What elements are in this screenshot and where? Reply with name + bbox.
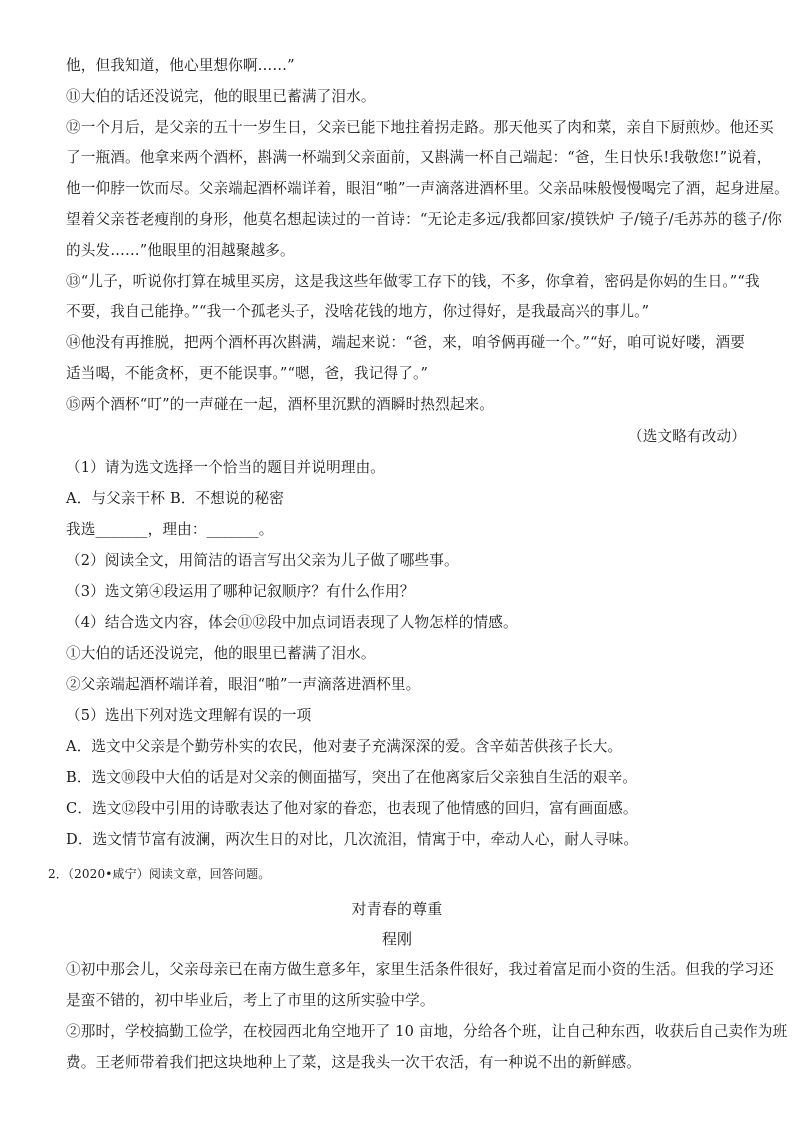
question-5: （5）选出下列对选文理解有误的一项 xyxy=(66,707,312,724)
paragraph-11: ⑪大伯的话还没说完，他的眼里已蓄满了泪水。 xyxy=(66,88,376,105)
paragraph-14-line-1: ⑭他没有再推脱，把两个酒杯再次斟满，端起来说：“爸，来，咱爷俩再碰一个。”“好，咱可说好喽，酒要 xyxy=(66,334,746,351)
question-5-option-a: A．选文中父亲是个勤劳朴实的农民，他对妻子充满深深的爱。含辛茹苦供孩子长大。 xyxy=(66,738,623,755)
question-4-item-1: ①大伯的话还没说完，他的眼里已蓄满了泪水。 xyxy=(66,645,376,662)
question-4: （4）结合选文内容，体会⑪⑫段中加点词语表现了人物怎样的情感。 xyxy=(66,614,518,631)
article-2-para-2-line-1: ②那时，学校搞勤工俭学，在校园西北角空地开了 10 亩地，分给各个班，让自己种东西，收获后自己卖作为班 xyxy=(66,1023,788,1040)
paragraph-12-line-4: 望着父亲苍老瘦削的身形，他莫名想起读过的一首诗：“无论走多远/我都回家/摸铁炉 子/镜子/毛苏苏的毯子/你 xyxy=(66,211,782,228)
question-5-option-b: B．选文⑩段中大伯的话是对父亲的侧面描写，突出了在他离家后父亲独自生活的艰辛。 xyxy=(66,769,638,786)
paragraph-13-line-1: ⑬“儿子，听说你打算在城里买房，这是我这些年做零工存下的钱，不多，你拿着，密码是你妈的生日。”“我 xyxy=(66,273,760,290)
question-3: （3）选文第④段运用了哪种记叙顺序？有什么作用？ xyxy=(66,583,415,600)
paragraph-14-line-2: 适当喝，不能贪杯，更不能误事。”“嗯，爸，我记得了。” xyxy=(66,365,429,382)
question-5-option-d: D．选文情节富有波澜，两次生日的对比，几次流泪，情寓于中，牵动人心，耐人寻味。 xyxy=(66,831,639,848)
article-line: 他，但我知道，他心里想你啊……” xyxy=(66,57,295,74)
article-2-para-2-line-2: 费。王老师带着我们把这块地种上了菜，这是我头一次干农活，有一种说不出的新鲜感。 xyxy=(66,1054,642,1071)
paragraph-12-line-1: ⑫一个月后，是父亲的五十一岁生日，父亲已能下地拄着拐走路。那天他买了肉和菜，亲自下厨煎炒。他还买 xyxy=(66,119,774,136)
paragraph-13-line-2: 不要，我自己能挣。”“我一个孤老头子，没啥花钱的地方，你过得好，是我最高兴的事儿。” xyxy=(66,303,650,320)
paragraph-15: ⑮两个酒杯“叮”的一声碰在一起，酒杯里沉默的酒瞬时热烈起来。 xyxy=(66,396,495,413)
question-2-header: 2．（2020•咸宁）阅读文章，回答问题。 xyxy=(48,867,271,881)
source-note: （选文略有改动） xyxy=(628,428,746,445)
paragraph-12-line-5: 的头发……”他眼里的泪越聚越多。 xyxy=(66,242,295,259)
question-5-option-c: C．选文⑫段中引用的诗歌表达了他对家的眷恋，也表现了他情感的回归，富有画面感。 xyxy=(66,800,638,817)
article-2-para-1-line-2: 是蛮不错的，初中毕业后，考上了市里的这所实验中学。 xyxy=(66,992,435,1009)
paragraph-12-line-2: 了一瓶酒。他拿来两个酒杯，斟满一杯端到父亲面前，又斟满一杯自己端起：“爸，生日快乐!我敬您!”说着， xyxy=(66,149,772,166)
question-4-item-2: ②父亲端起酒杯端详着，眼泪“啪”一声滴落进酒杯里。 xyxy=(66,676,421,693)
article-2-title: 对青春的尊重 xyxy=(351,900,443,918)
question-1: （1）请为选文选择一个恰当的题目并说明理由。 xyxy=(66,459,386,476)
question-1-answer-blank: 我选_______，理由：_______。 xyxy=(66,521,274,538)
article-2-para-1-line-1: ①初中那会儿，父亲母亲已在南方做生意多年，家里生活条件很好，我过着富足而小资的生活。但我的学习还 xyxy=(66,961,774,978)
question-2: （2）阅读全文，用简洁的语言写出父亲为儿子做了哪些事。 xyxy=(66,552,459,569)
question-1-options: A．与父亲干杯 B．不想说的秘密 xyxy=(66,490,285,507)
article-2-author: 程刚 xyxy=(381,930,413,948)
paragraph-12-line-3: 他一仰脖一饮而尽。父亲端起酒杯端详着，眼泪“啪”一声滴落进酒杯里。父亲品味般慢慢喝完了酒，起身进屋。 xyxy=(66,180,789,197)
